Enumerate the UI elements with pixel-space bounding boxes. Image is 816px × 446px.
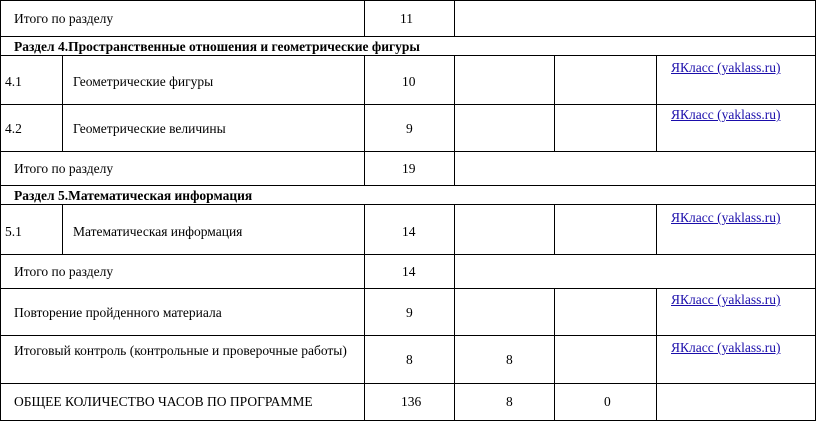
review-hours: 9 (406, 305, 413, 320)
final-control-label: Итоговый контроль (контрольные и проверочные работы) (14, 343, 347, 358)
section-total-hours: 14 (402, 264, 416, 279)
yaklass-link[interactable]: ЯКласс (yaklass.ru) (671, 107, 781, 122)
yaklass-link[interactable]: ЯКласс (yaklass.ru) (671, 60, 781, 75)
topic-hours: 10 (402, 74, 416, 89)
grand-total-practice: 0 (604, 394, 611, 409)
section-total-label: Итого по разделу (14, 161, 114, 176)
yaklass-link[interactable]: ЯКласс (yaklass.ru) (671, 210, 781, 225)
topic-name: Геометрические величины (73, 121, 226, 136)
yaklass-link[interactable]: ЯКласс (yaklass.ru) (671, 340, 781, 355)
grand-total-hours: 136 (401, 394, 422, 409)
section-5-title: Раздел 5.Математическая информация (14, 188, 253, 203)
yaklass-link[interactable]: ЯКласс (yaklass.ru) (671, 292, 781, 307)
row-number: 4.1 (5, 74, 22, 89)
row-number: 4.2 (5, 121, 22, 136)
row-number: 5.1 (5, 224, 22, 239)
section-total-label: Итого по разделу (14, 11, 114, 26)
section-total-label: Итого по разделу (14, 264, 114, 279)
topic-name: Математическая информация (73, 224, 243, 239)
topic-name: Геометрические фигуры (73, 74, 214, 89)
grand-total-label: ОБЩЕЕ КОЛИЧЕСТВО ЧАСОВ ПО ПРОГРАММЕ (14, 394, 313, 409)
final-control-hours: 8 (406, 352, 413, 367)
topic-hours: 9 (406, 121, 413, 136)
section-total-hours: 11 (400, 11, 413, 26)
section-total-hours: 19 (402, 161, 416, 176)
final-control-tests: 8 (506, 352, 513, 367)
topic-hours: 14 (402, 224, 416, 239)
section-4-title: Раздел 4.Пространственные отношения и геометрические фигуры (14, 39, 420, 54)
grand-total-tests: 8 (506, 394, 513, 409)
review-label: Повторение пройденного материала (14, 305, 222, 320)
